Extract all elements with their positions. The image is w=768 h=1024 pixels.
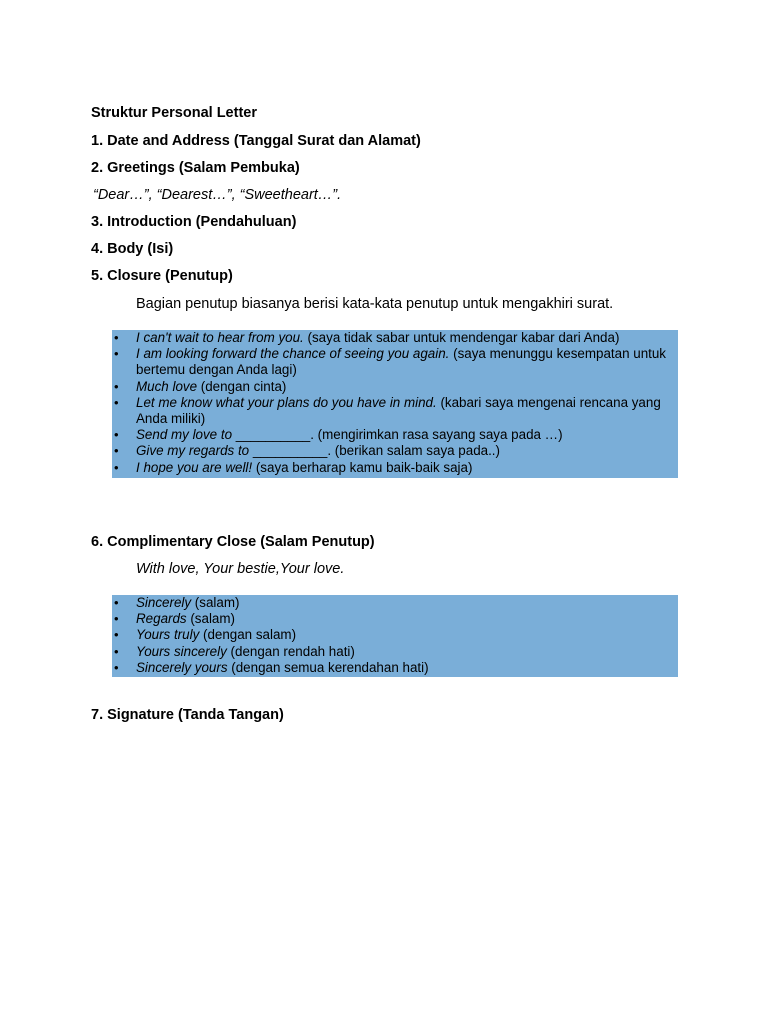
closure-description: Bagian penutup biasanya berisi kata-kata penutup untuk mengakhiri surat. [136,296,614,312]
section-greetings: 2. Greetings (Salam Pembuka) [91,160,300,176]
bullet-icon: • [114,627,119,643]
list-item: • I am looking forward the chance of seeing you again. (saya menunggu kesempatan untuk bertemu dengan Anda lagi) [114,346,667,378]
list-item: • Sincerely (salam) [114,595,240,610]
document-title: Struktur Personal Letter [91,105,257,121]
section-body: 4. Body (Isi) [91,241,174,257]
section-signature: 7. Signature (Tanda Tangan) [91,707,284,723]
bullet-icon: • [114,378,119,394]
list-item: • Send my love to __________. (mengirimkan rasa sayang saya pada …) [114,427,563,443]
list-item: • Let me know what your plans do you have in mind. (kabari saya mengenai rencana yang Anda miliki) [114,394,661,427]
section-closure: 5. Closure (Penutup) [91,268,233,284]
greetings-examples: “Dear…”, “Dearest…”, “Sweetheart…”. [93,187,342,203]
list-item: • I hope you are well! (saya berharap kamu baik-baik saja) [114,459,473,475]
bullet-icon: • [114,595,119,610]
list-item: • Yours sincerely (dengan rendah hati) [114,643,355,659]
bullet-icon: • [114,427,119,443]
bullet-icon: • [114,643,119,659]
list-item: • Much love (dengan cinta) [114,378,287,394]
bullet-icon: • [114,330,119,345]
bullet-icon: • [114,346,119,362]
section-complimentary-close: 6. Complimentary Close (Salam Penutup) [91,534,375,550]
close-phrases-list [112,595,678,676]
bullet-icon: • [114,611,119,627]
list-item: • Yours truly (dengan salam) [114,627,297,643]
closure-phrases-box [112,330,678,478]
section-introduction: 3. Introduction (Pendahuluan) [91,214,297,230]
list-item: • I can't wait to hear from you. (saya tidak sabar untuk mendengar kabar dari Anda) [114,330,620,345]
close-phrases-box [112,595,678,677]
list-item: • Give my regards to __________. (berikan salam saya pada..) [114,443,500,459]
bullet-icon: • [114,443,119,459]
closure-phrases-list [112,330,678,476]
bullet-icon: • [114,659,119,675]
bullet-icon: • [114,394,119,410]
list-item: • Regards (salam) [114,611,235,627]
section-date-address: 1. Date and Address (Tanggal Surat dan Alamat) [91,133,421,149]
bullet-icon: • [114,459,119,475]
complimentary-close-examples: With love, Your bestie,Your love. [136,561,345,577]
list-item: • Sincerely yours (dengan semua kerendahan hati) [114,659,429,675]
